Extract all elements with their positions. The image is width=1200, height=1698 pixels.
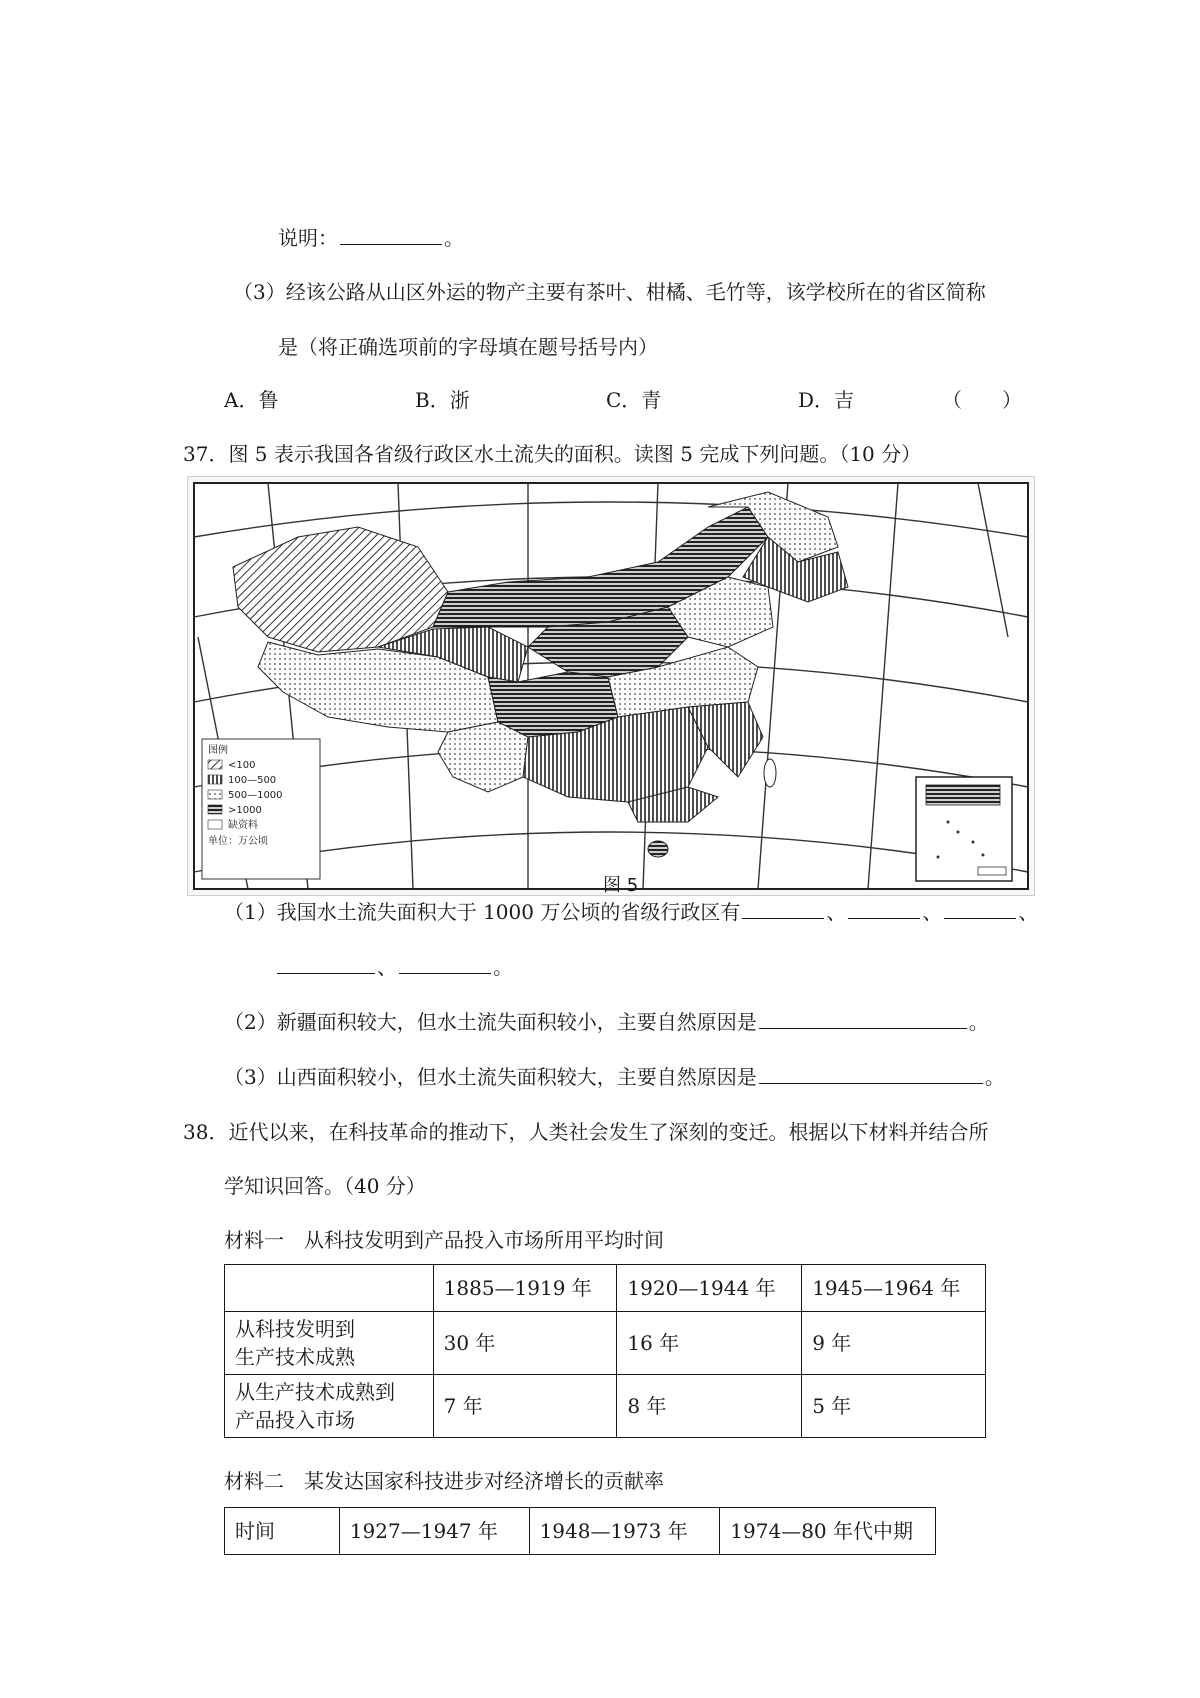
figure-caption: 图 5 — [603, 875, 639, 896]
question-37-title: 37．图 5 表示我国各省级行政区水土流失的面积。读图 5 完成下列问题。（10 分） — [183, 442, 922, 466]
question-3-line-1: （3）经该公路从山区外运的物产主要有茶叶、柑橘、毛竹等，该学校所在的省区简称 — [233, 280, 986, 304]
table-cell: 5 年 — [802, 1375, 986, 1438]
answer-blank[interactable] — [848, 898, 920, 919]
material-1-table — [224, 1264, 986, 1438]
answer-blank[interactable] — [944, 898, 1016, 919]
answer-blank[interactable] — [742, 898, 824, 919]
soil-erosion-map — [187, 476, 1035, 896]
south-china-sea-inset — [916, 777, 1012, 881]
legend-title: 图例 — [208, 745, 228, 756]
legend-item-5: 缺资料 — [228, 820, 258, 831]
q37-part-1-line-2: 、 。 — [275, 953, 513, 981]
question-38-line-2: 学知识回答。（40 分） — [224, 1174, 426, 1198]
table-header-cell: 1885—1919 年 — [433, 1265, 617, 1312]
table-cell: 16 年 — [617, 1312, 802, 1375]
legend-item-4: >1000 — [228, 805, 262, 816]
table-header-cell — [225, 1265, 434, 1312]
map-legend — [202, 739, 320, 879]
legend-item-2: 100—500 — [228, 775, 277, 786]
material-2-table — [224, 1507, 936, 1555]
table-cell: 30 年 — [433, 1312, 617, 1375]
table-header-cell: 1974—80 年代中期 — [720, 1508, 936, 1555]
table-cell: 9 年 — [802, 1312, 986, 1375]
options-row — [224, 386, 1034, 414]
table-row — [225, 1375, 986, 1438]
table-header-cell: 1927—1947 年 — [339, 1508, 529, 1555]
option-a[interactable]: A．鲁 — [224, 388, 279, 412]
explain-label: 说明： — [278, 226, 338, 250]
option-d[interactable]: D．吉 — [798, 388, 855, 412]
table-header-cell: 1945—1964 年 — [802, 1265, 986, 1312]
answer-blank[interactable] — [340, 224, 442, 245]
map-figure — [188, 477, 1034, 895]
q37-part-1-line-1: （1）我国水土流失面积大于 1000 万公顷的省级行政区有 、 、 、 — [224, 900, 1039, 924]
answer-blank[interactable] — [759, 1008, 967, 1029]
row-label: 从生产技术成熟到 产品投入市场 — [225, 1375, 434, 1438]
table-cell: 7 年 — [433, 1375, 617, 1438]
question-38-line-1: 38．近代以来，在科技革命的推动下，人类社会发生了深刻的变迁。根据以下材料并结合所 — [183, 1120, 989, 1144]
row-label: 从科技发明到 生产技术成熟 — [225, 1312, 434, 1375]
answer-blank[interactable] — [759, 1063, 983, 1084]
table-header-cell: 1920—1944 年 — [617, 1265, 802, 1312]
option-b[interactable]: B．浙 — [415, 388, 470, 412]
table-cell: 8 年 — [617, 1375, 802, 1438]
material-1-title: 材料一 从科技发明到产品投入市场所用平均时间 — [224, 1228, 664, 1252]
table-row — [225, 1312, 986, 1375]
legend-unit: 单位：万公顷 — [208, 836, 268, 847]
answer-blank[interactable] — [399, 953, 491, 974]
table-header-cell: 1948—1973 年 — [529, 1508, 720, 1555]
question-3-line-2: 是（将正确选项前的字母填在题号括号内） — [278, 335, 658, 359]
legend-item-3: 500—1000 — [228, 790, 283, 801]
answer-parentheses[interactable]: （ ） — [942, 388, 1022, 412]
q37-part-3: （3）山西面积较小，但水土流失面积较大，主要自然原因是 。 — [224, 1065, 1005, 1089]
q37-part-2: （2）新疆面积较大，但水土流失面积较小，主要自然原因是 。 — [224, 1010, 989, 1034]
table-header-row — [225, 1265, 986, 1312]
legend-item-1: <100 — [228, 760, 256, 771]
answer-blank[interactable] — [277, 953, 375, 974]
explain-line: 说明： 。 — [278, 226, 464, 250]
material-2-title: 材料二 某发达国家科技进步对经济增长的贡献率 — [224, 1469, 664, 1493]
table-header-cell: 时间 — [225, 1508, 340, 1555]
option-c[interactable]: C．青 — [606, 388, 662, 412]
table-header-row — [225, 1508, 936, 1555]
